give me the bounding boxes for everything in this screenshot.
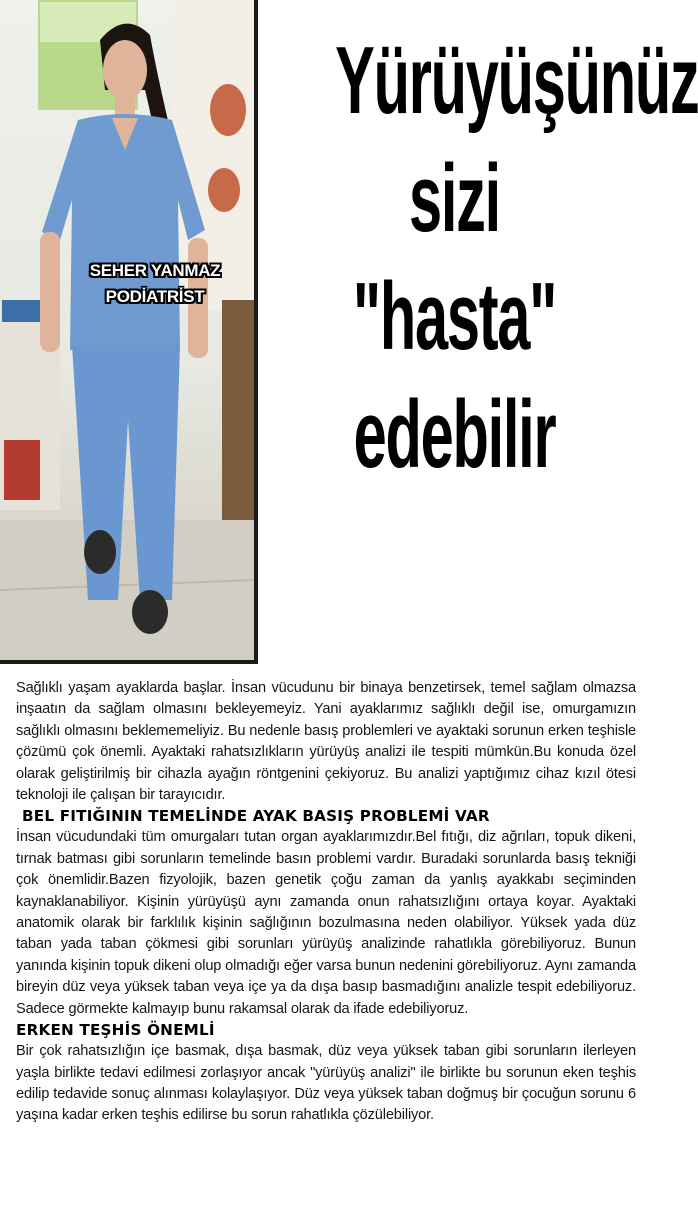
product-box — [4, 440, 40, 500]
intro-paragraph: Sağlıklı yaşam ayaklarda başlar. İnsan vücudunu bir binaya benzetirsek, temel sağlam olmazsa inşaatın da sağlam olmasını bekleyemeyiz. Yani ayaklarımız sağlıklı değil ise, omurgamızın sağlıklı olmasını beklememeliyiz. Bu nedenle basış problemleri ve ayaktaki sorunun erken teşhisle çözümü çok önemli. Ayaktaki rahatsızlıkların yürüyüş analizi ile tespiti mümkün.Bu konuda özel olarak geliştirilmiş bir cihazla ayağın röntgenini çekiyoruz. Bu analizi yaptığımız cihaz kızıl ötesi teknoloji ile çalışan bir tarayıcıdır. — [16, 680, 636, 804]
right-shoe — [132, 590, 168, 634]
floor — [0, 520, 254, 660]
headline-line-3: "hasta" — [352, 263, 557, 370]
section-paragraph-2: Bir çok rahatsızlığın içe basmak, dışa basmak, düz veya yüksek taban gibi sorunların ilerleyen yaşla birlikte tedavi edilmesi zorlaşıyor ancak "yürüyüş analizi" ile birlikte bu sorunun eken teşhis edilip tedavide sonuç alınması kolaylaşıyor. Düz veya yüksek taban doğmuş bir çocuğun sorunu 6 yaşına kadar erken teşhis edilirse bu sorun rahatlıkla çözülebiliyor. — [16, 1043, 636, 1124]
left-shoe — [84, 530, 116, 574]
photo-caption — [80, 258, 230, 310]
headline — [262, 22, 698, 642]
section-heading-1: BEL FITIĞININ TEMELİNDE AYAK BASIŞ PROBLEMİ VAR — [22, 807, 490, 826]
headline-line-2: sizi — [409, 145, 500, 252]
section-paragraph-1: İnsan vücudundaki tüm omurgaları tutan organ ayaklarımızdır.Bel fıtığı, diz ağrıları, topuk dikeni, tırnak batması gibi sorunların temelinde basın problemi vardır. Buradaki sorunlarda basış tekniği çok önemlidir.Bazen fizyolojik, bazen genetik çoğu zaman da yanlış ayakkabı seçiminden kaynaklanabiliyor. Kişinin yürüyüşü aynı zamanda onun rahatsızlığını ortaya koyar. Ayaktaki anatomik olarak bir farklılık kişinin sağlığının bozulmasına neden olabiliyor. Yüksek yada düz taban yada taban çökmesi gibi sorunları yürüyüş analizinde rahatlıkla görebiliyoruz. Bunun yanında kişinin topuk dikeni olup olmadığı eğer varsa bunun nedenini görebiliyoruz. Aynı zamanda bireyin düz veya yüksek taban veya içe ya da dışa basıp basmadığını analizle tespit edebiliyoruz. Sadece görmekte kalmayıp bunu rakamsal olarak da ifade edebiliyoruz. — [16, 829, 636, 1017]
portrait-illustration — [0, 0, 254, 660]
face — [103, 40, 147, 100]
poster-foot-illustration-2 — [208, 168, 240, 212]
headline-line-4: edebilir — [353, 381, 556, 488]
poster-foot-illustration — [210, 84, 246, 136]
caption-title: PODİATRİST — [105, 287, 205, 306]
article-body — [16, 678, 636, 1127]
portrait-photo — [0, 0, 258, 664]
left-arm — [40, 232, 60, 352]
headline-line-1: Yürüyüşünüz — [335, 27, 698, 134]
section-heading-2: ERKEN TEŞHİS ÖNEMLİ — [16, 1021, 215, 1040]
caption-name: SEHER YANMAZ — [89, 261, 221, 280]
